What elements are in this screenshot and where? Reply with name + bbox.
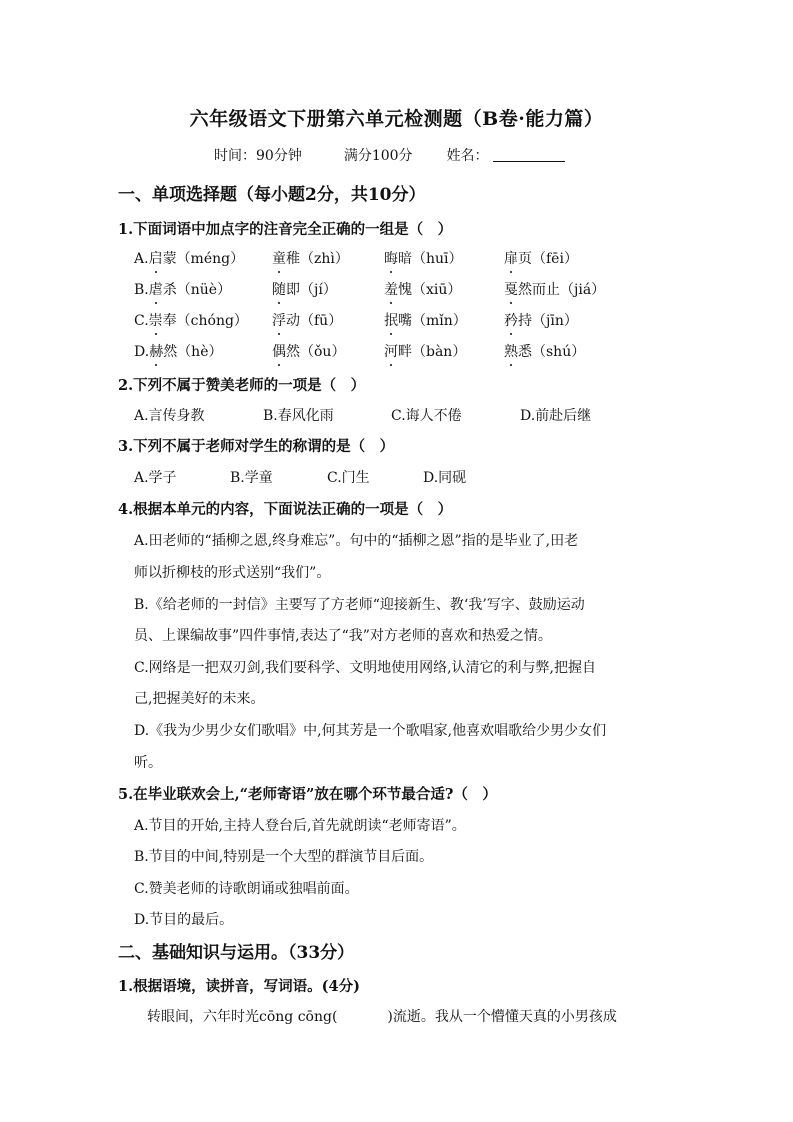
q4-line: 师以折柳枝的形式送别“我们”。 <box>134 565 331 581</box>
question-3-stem: 3.下列不属于老师对学生的称谓的是（ ） <box>118 438 395 455</box>
question-1-stem: 1.下面词语中加点字的注音完全正确的一组是（ ） <box>118 221 453 238</box>
emphasized-character: 虐 <box>149 279 163 299</box>
emphasized-character: 河 <box>384 341 398 361</box>
word-rest: 悉 <box>518 344 532 360</box>
word-rest: 即 <box>286 282 300 298</box>
emphasized-character: 启 <box>149 248 163 268</box>
name-blank[interactable] <box>493 147 565 162</box>
emphasized-character: 随 <box>272 279 286 299</box>
option-label: A. <box>134 251 149 267</box>
option-label: D. <box>134 344 150 360</box>
q2-option-d[interactable]: D.前赴后继 <box>520 408 592 424</box>
q1-option-word[interactable] <box>272 248 349 268</box>
emphasized-character: 浮 <box>272 310 286 330</box>
emphasized-character: 熟 <box>504 341 518 361</box>
emphasized-character: 赫 <box>149 341 163 361</box>
q1-option-word[interactable] <box>134 248 244 268</box>
q1-option-word[interactable] <box>384 279 461 299</box>
q2-option-b[interactable]: B.春风化雨 <box>263 408 334 424</box>
q4-line: C.网络是一把双刃剑,我们要科学、文明地使用网络,认清它的利与弊,把握自 <box>134 660 597 676</box>
pinyin: （méng） <box>176 251 245 267</box>
section-heading-2: 二、基础知识与运用。（33分） <box>118 943 355 963</box>
word-rest: 蒙 <box>162 251 177 267</box>
pinyin: （hè） <box>177 344 223 360</box>
section-heading-1: 一、单项选择题（每小题2分，共10分） <box>118 185 426 205</box>
q1-option-word[interactable] <box>384 248 463 268</box>
q4-line: 己,把握美好的未来。 <box>134 691 265 707</box>
word-rest: 然 <box>286 344 300 360</box>
question-2-stem: 2.下列不属于赞美老师的一项是（ ） <box>118 377 366 394</box>
q4-line: B.《给老师的一封信》主要写了方老师“迎接新生、教‘我’写字、鼓励运动 <box>134 597 585 613</box>
q5-option-c[interactable]: C.赞美老师的诗歌朗诵或独唱前面。 <box>134 881 359 897</box>
emphasized-character: 扉 <box>504 248 518 268</box>
q5-option-a[interactable]: A.节目的开始,主持人登台后,首先就朗读“老师寄语”。 <box>134 818 466 834</box>
emphasized-character: 晦 <box>384 248 398 268</box>
q2-option-c[interactable]: C.诲人不倦 <box>391 408 462 424</box>
word-rest: 然 <box>163 344 178 360</box>
q4-line: 听。 <box>134 755 162 771</box>
q1-option-word[interactable] <box>504 310 578 330</box>
q1-option-word[interactable] <box>134 341 223 361</box>
q5-option-d[interactable]: D.节目的最后。 <box>134 912 234 928</box>
pinyin: （nüè） <box>176 282 232 298</box>
question-4-stem: 4.根据本单元的内容，下面说法正确的一项是（ ） <box>118 501 453 518</box>
pinyin: （jiá） <box>560 282 606 298</box>
text-after-blank: )流逝。我从一个懵懂天真的小男孩成 <box>387 1009 617 1025</box>
word-rest: 畔 <box>398 344 412 360</box>
q1-option-word[interactable] <box>384 310 467 330</box>
full-score: 满分100分 <box>343 148 413 164</box>
q4-line: A.田老师的“插柳之恩,终身难忘”。句中的“插柳之恩”指的是毕业了,田老 <box>134 533 579 549</box>
emphasized-character: 矜 <box>504 310 518 330</box>
word-rest: 奉 <box>162 313 177 329</box>
emphasized-character: 抿 <box>384 310 398 330</box>
section2-question-1-text <box>147 1006 617 1026</box>
q3-option-b[interactable]: B.学童 <box>230 470 273 486</box>
text-before-blank: 转眼间，六年时光cōng cōng( <box>147 1009 338 1025</box>
word-rest: 动 <box>286 313 300 329</box>
q3-option-d[interactable]: D.同砚 <box>423 470 467 486</box>
pinyin: （fēi） <box>532 251 578 267</box>
q1-option-word[interactable] <box>504 341 585 361</box>
option-label: B. <box>134 282 149 298</box>
q1-option-word[interactable] <box>384 341 466 361</box>
q2-option-a[interactable]: A.言传身教 <box>134 408 205 424</box>
pinyin: （xiū） <box>412 282 462 298</box>
q3-option-c[interactable]: C.门生 <box>327 470 370 486</box>
q1-option-word[interactable] <box>272 279 337 299</box>
pinyin: （ǒu） <box>300 344 346 360</box>
emphasized-character: 崇 <box>149 310 163 330</box>
emphasized-character: 童 <box>272 248 286 268</box>
word-rest: 嘴 <box>398 313 412 329</box>
q1-option-word[interactable] <box>272 341 345 361</box>
q1-option-word[interactable] <box>504 279 605 299</box>
q5-option-b[interactable]: B.节目的中间,特别是一个大型的群演节目后面。 <box>134 849 434 865</box>
pinyin: （jīn） <box>532 313 578 329</box>
word-rest: 愧 <box>398 282 412 298</box>
section2-question-1-stem: 1.根据语境，读拼音，写词语。(4分) <box>118 978 360 995</box>
q4-line: D.《我为少男少女们歌唱》中,何其芳是一个歌唱家,他喜欢唱歌给少男少女们 <box>134 723 607 739</box>
pinyin: （mǐn） <box>412 313 467 329</box>
pinyin: （jí） <box>300 282 337 298</box>
name-label: 姓名： <box>446 148 489 164</box>
word-rest: 暗 <box>398 251 412 267</box>
q1-option-word[interactable] <box>134 279 231 299</box>
emphasized-character: 戛 <box>504 279 518 299</box>
word-rest: 页 <box>518 251 532 267</box>
q1-option-word[interactable] <box>134 310 248 330</box>
pinyin: （huī） <box>412 251 463 267</box>
exam-meta <box>214 145 565 165</box>
page-title: 六年级语文下册第六单元检测题（B卷·能力篇） <box>189 108 604 130</box>
question-5-stem: 5.在毕业联欢会上,“老师寄语”放在哪个环节最合适?（ ） <box>118 786 497 803</box>
option-label: C. <box>134 313 149 329</box>
pinyin: （chóng） <box>176 313 248 329</box>
word-rest: 杀 <box>162 282 177 298</box>
pinyin: （bàn） <box>412 344 467 360</box>
emphasized-character: 偶 <box>272 341 286 361</box>
q4-line: 员、上课编故事”四件事情,表达了“我”对方老师的喜欢和热爱之情。 <box>134 628 552 644</box>
q1-option-word[interactable] <box>504 248 578 268</box>
time-limit: 时间：90分钟 <box>214 148 302 164</box>
pinyin: （fū） <box>300 313 343 329</box>
emphasized-character: 羞 <box>384 279 398 299</box>
q1-option-word[interactable] <box>272 310 342 330</box>
q3-option-a[interactable]: A.学子 <box>134 470 177 486</box>
pinyin: （zhì） <box>300 251 349 267</box>
word-rest: 持 <box>518 313 532 329</box>
word-rest: 然而止 <box>518 282 560 298</box>
pinyin: （shú） <box>532 344 586 360</box>
word-rest: 稚 <box>286 251 300 267</box>
